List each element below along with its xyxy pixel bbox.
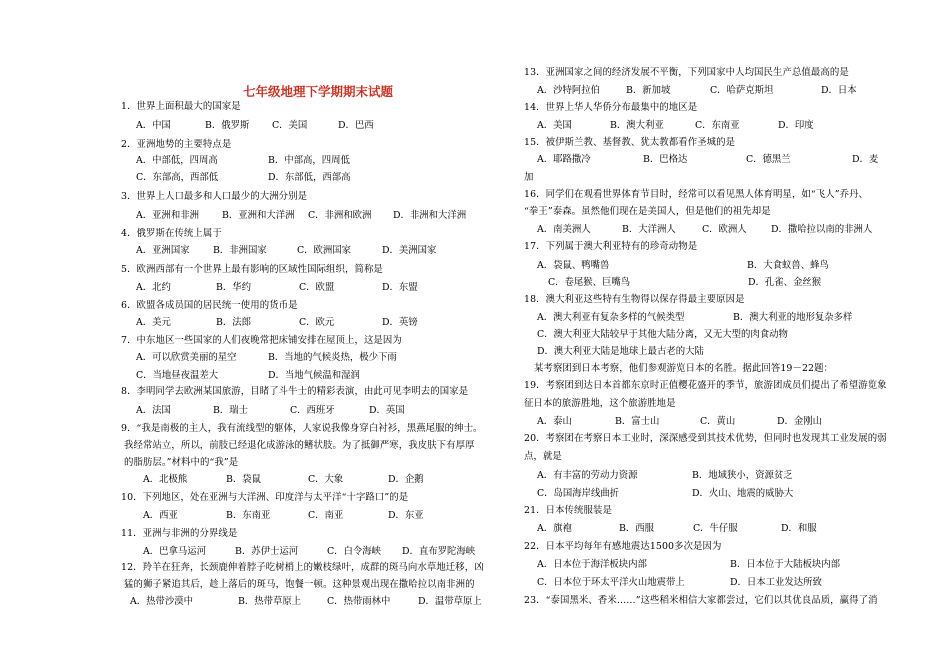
- page-title: 七年级地理下学期期末试题: [243, 84, 394, 99]
- question-stem: 16．同学们在观看世界体育节目时，经常可以看见黑人体育明星，如“飞人”乔丹、: [524, 189, 869, 200]
- option-b: B．大洋洲人: [622, 224, 676, 235]
- question-stem: “拳王”泰森。虽然他们现在是美国人，但是他们的祖先却是: [524, 206, 771, 217]
- option-b: B．西服: [619, 523, 655, 534]
- question-stem: 5．欧洲西部有一个世界上最有影响的区域性国际组织，简称是: [121, 264, 383, 275]
- option-b: B．法郎: [216, 317, 252, 328]
- option-d: D．英镑: [382, 317, 418, 328]
- option-c: C．南亚: [308, 510, 344, 521]
- option-c: C．澳大利亚大陆较早于其他大陆分离，又无大型的肉食动物: [537, 329, 788, 340]
- option-b: B．新加坡: [626, 85, 671, 96]
- option-a: A．日本位于海洋板块内部: [537, 559, 647, 570]
- option-a: A．美元: [136, 317, 171, 328]
- question-stem: 20．考察团在考察日本工业时，深深感受到其技术优势，但同时也发现其工业发展的弱: [524, 433, 887, 444]
- option-d: D．东亚: [388, 510, 424, 521]
- option-b: B．富士山: [615, 416, 660, 427]
- option-d: D．当地气候温和湿润: [268, 370, 360, 381]
- question-stem: 1．世界上面积最大的国家是: [121, 101, 241, 112]
- question-stem: 18．澳大利亚这些特有生物得以保存得最主要原因是: [524, 294, 745, 305]
- option-c: C．热带雨林中: [327, 596, 391, 607]
- option-a: A．袋鼠、鸭嘴兽: [537, 260, 610, 271]
- question-stem: 21．日本传统服装是: [524, 505, 612, 516]
- option-a: A．北约: [136, 282, 171, 293]
- question-stem: 12．羚羊在狂奔，长颈鹿伸着脖子吃树梢上的嫩枝绿叶，成群的斑马向水草地迁移，凶: [121, 562, 484, 573]
- option-c: C．当地昼夜温差大: [136, 370, 219, 381]
- option-c: C．西班牙: [290, 405, 335, 416]
- option-c: C．东部高，西部低: [136, 172, 219, 183]
- option-a: A．美国: [537, 120, 572, 131]
- option-c: C．白令海峡: [327, 546, 382, 557]
- option-c: C．牛仔服: [693, 523, 738, 534]
- option-d-continuation: 加: [524, 172, 534, 183]
- option-a: A．有丰富的劳动力资源: [537, 470, 638, 481]
- option-d: D．日本工业发达所致: [730, 577, 822, 588]
- option-d: D．温带草原上: [418, 596, 482, 607]
- option-c: C．欧盟: [299, 282, 335, 293]
- question-stem: 3．世界上人口最多和人口最少的大洲分别是: [121, 191, 308, 202]
- question-stem: 17．下列属于澳大利亚特有的珍奇动物是: [524, 241, 698, 252]
- option-d: D．英国: [369, 405, 405, 416]
- option-a: A．可以欣赏美丽的星空: [136, 352, 237, 363]
- question-stem: 22．日本平均每年有感地震达1500多次是因为: [524, 541, 722, 552]
- section-intro: 某考察团到日本考察，他们参观游览日本的名胜。据此回答19－22题：: [534, 363, 834, 374]
- option-a: A．耶路撒冷: [537, 154, 591, 165]
- question-stem: 19．考察团到达日本首都东京时正值樱花盛开的季节，旅游团成员们提出了希望游览象: [524, 380, 887, 391]
- option-b: B．袋鼠: [226, 474, 262, 485]
- option-c: C．美国: [272, 120, 308, 131]
- question-stem: 8．李明同学去欧洲某国旅游，目睹了斗牛士的精彩表演，由此可见李明去的国家是: [121, 386, 469, 397]
- option-c: C．东南亚: [695, 120, 740, 131]
- question-stem: 14．世界上华人华侨分布最集中的地区是: [524, 102, 698, 113]
- option-b: B．非洲国家: [213, 245, 267, 256]
- option-c: C．黄山: [700, 416, 736, 427]
- option-d: D．澳大利亚大陆是地球上最古老的大陆: [537, 346, 704, 357]
- option-d: D．非洲和大洋洲: [393, 210, 467, 221]
- option-d: D．印度: [778, 120, 814, 131]
- question-stem: 15．被伊斯兰教、基督教、犹太教都看作圣城的是: [524, 137, 736, 148]
- option-d: D．直布罗陀海峡: [402, 546, 476, 557]
- option-d: D．巴西: [338, 120, 374, 131]
- option-a: A．亚洲和非洲: [136, 210, 200, 221]
- option-a: A．亚洲国家: [136, 245, 190, 256]
- option-b: B．瑞士: [213, 405, 249, 416]
- option-a: A．泰山: [537, 416, 572, 427]
- option-c: C．卷尾猴、巨嘴鸟: [548, 277, 631, 288]
- option-b: B．华约: [216, 282, 252, 293]
- option-d: D．东盟: [382, 282, 418, 293]
- option-a: A．旗袍: [537, 523, 572, 534]
- question-stem: 的脂肪层。”材料中的“我”是: [124, 457, 239, 468]
- option-b: B．日本位于大陆板块内部: [730, 559, 841, 570]
- option-b: B．中部高，四周低: [268, 155, 350, 166]
- option-b: B．澳大利亚的地形复杂多样: [733, 312, 853, 323]
- option-a: A．沙特阿拉伯: [537, 85, 601, 96]
- option-a: A．北极熊: [143, 474, 188, 485]
- question-stem: 10．下列地区，处在亚洲与大洋洲、印度洋与太平洋“十字路口”的是: [121, 492, 409, 503]
- option-d: D．和服: [781, 523, 817, 534]
- option-b: B．澳大利亚: [610, 120, 664, 131]
- option-d: D．日本: [821, 85, 857, 96]
- option-d: D．孔雀、金丝猴: [748, 277, 822, 288]
- option-c: C．德黑兰: [746, 154, 791, 165]
- option-b: B．苏伊士运河: [235, 546, 299, 557]
- question-stem: 9．“我是南极的主人，我有流线型的躯体，人家说我像身穿白衬衫，黑燕尾服的绅士。: [121, 423, 483, 434]
- question-stem: 2．亚洲地势的主要特点是: [121, 139, 232, 150]
- question-stem: 11．亚洲与非洲的分界线是: [121, 528, 238, 539]
- option-b: B．亚洲和大洋洲: [222, 210, 295, 221]
- option-d: D．金刚山: [777, 416, 823, 427]
- option-c: C．大象: [308, 474, 344, 485]
- option-b: B．当地的气候炎热，极少下雨: [268, 352, 397, 363]
- option-c: C．哈萨克斯坦: [710, 85, 774, 96]
- option-d: D．撒哈拉以南的非洲人: [771, 224, 873, 235]
- option-d: D．企鹅: [388, 474, 424, 485]
- question-stem: 猛的狮子紧追其后，趁上落后的斑马，饱餐一顿。这种景观出现在撒哈拉以南非洲的: [124, 579, 475, 590]
- option-a: A．热带沙漠中: [130, 596, 194, 607]
- option-b: B．巴格达: [643, 154, 688, 165]
- question-stem: 4．俄罗斯在传统上属于: [121, 228, 222, 239]
- question-stem: 6．欧盟各成员国的居民统一使用的货币是: [121, 300, 298, 311]
- option-d: D．东部低，西部高: [268, 172, 351, 183]
- question-stem: 23．“泰国黑米、香米……”这些稻米相信大家都尝过，它们以其优良品质，赢得了消: [524, 595, 878, 606]
- option-b: B．地域狭小，资源贫乏: [692, 470, 793, 481]
- question-stem: 13．亚洲国家之间的经济发展不平衡，下列国家中人均国民生产总值最高的是: [524, 67, 849, 78]
- option-c: C．欧洲国家: [297, 245, 352, 256]
- option-d: D．麦: [852, 154, 879, 165]
- option-d: D．美洲国家: [382, 245, 437, 256]
- option-a: A．澳大利亚有复杂多样的气候类型: [537, 312, 685, 323]
- question-stem: 点，就是: [524, 451, 562, 462]
- option-c: C．日本位于环太平洋火山地震带上: [537, 577, 685, 588]
- option-d: D．火山、地震的威胁大: [692, 488, 794, 499]
- option-c: C．岛国海岸线曲折: [537, 488, 620, 499]
- option-c: C．欧洲人: [702, 224, 747, 235]
- option-a: A．法国: [136, 405, 171, 416]
- question-stem: 我经常站立，所以，前肢已经退化成游泳的鳍状肢。为了抵御严寒，我皮肤下有厚厚: [124, 440, 475, 451]
- option-b: B．东南亚: [226, 510, 271, 521]
- option-a: A．西亚: [143, 510, 178, 521]
- question-stem: 征日本的旅游胜地，这个旅游胜地是: [524, 398, 676, 409]
- option-a: A．中国: [136, 120, 171, 131]
- option-a: A．南美洲人: [537, 224, 591, 235]
- option-a: A．巴拿马运河: [143, 546, 207, 557]
- option-c: C．欧元: [299, 317, 335, 328]
- option-c: C．非洲和欧洲: [308, 210, 372, 221]
- option-b: B．热带草原上: [238, 596, 302, 607]
- option-a: A．中部低，四周高: [136, 155, 218, 166]
- option-b: B．大食蚁兽、蜂鸟: [747, 260, 829, 271]
- option-b: B．俄罗斯: [205, 120, 250, 131]
- question-stem: 7．中东地区一些国家的人们夜晚常把床铺安排在屋顶上，这是因为: [121, 335, 402, 346]
